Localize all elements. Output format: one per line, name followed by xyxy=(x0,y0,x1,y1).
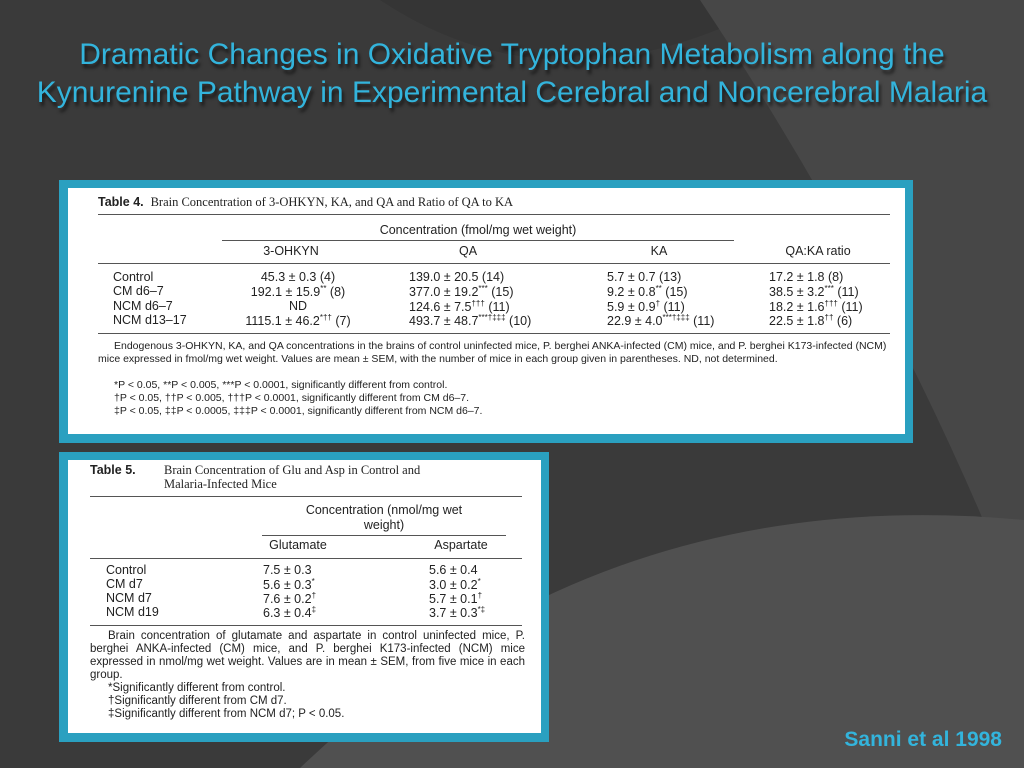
significance-marker: *** xyxy=(478,284,488,294)
table5-label: Table 5. xyxy=(90,463,136,477)
cell-value: 45.3 ± 0.3 xyxy=(260,270,317,284)
cell-value: 377.0 ± 19.2 xyxy=(409,285,479,300)
sample-size: (13) xyxy=(659,270,682,284)
sample-size: (11) xyxy=(663,299,685,314)
table-cell xyxy=(409,284,513,299)
cell-value: 5.6 ± 0.3 xyxy=(263,578,312,593)
table5-footnote: Brain concentration of glutamate and aspartate in control uninfected mice, P. berghei ANKA-infected (CM) mice, and P. berghei K173-infected (NCM) mice expressed in nmol/mg wet weight. Values are in mean ± SEM, from five mice in each group. xyxy=(90,630,525,681)
table-cell xyxy=(208,299,388,313)
cell-value: 3.7 ± 0.3 xyxy=(429,606,478,621)
cell-value: 7.6 ± 0.2 xyxy=(263,592,312,607)
slide-title: Dramatic Changes in Oxidative Tryptophan Metabolism along the Kynurenine Pathway in Experimental Cerebral and Noncerebral Malaria xyxy=(36,38,988,109)
table4-image xyxy=(68,188,905,434)
column-header: 3-OHKYN xyxy=(263,244,319,258)
table5-caption-line2: Malaria-Infected Mice xyxy=(164,477,277,491)
column-header: Glutamate xyxy=(269,538,327,552)
sample-size: (8) xyxy=(828,270,844,284)
table-cell xyxy=(263,577,315,592)
row-label: NCM d19 xyxy=(106,605,159,619)
sample-size: (10) xyxy=(509,314,532,329)
sample-size: (14) xyxy=(481,270,505,284)
cell-value: 18.2 ± 1.6 xyxy=(769,299,825,314)
table5-image xyxy=(68,460,541,733)
table-cell xyxy=(429,605,485,620)
significance-marker: ** xyxy=(655,284,662,294)
table5-group-header: Concentration (nmol/mg wet xyxy=(305,503,463,517)
significance-note: †P < 0.05, ††P < 0.005, †††P < 0.0001, significantly different from CM d6–7. xyxy=(114,392,470,404)
sample-size: (4) xyxy=(319,270,336,284)
row-label: CM d7 xyxy=(106,577,143,591)
sample-size: (6) xyxy=(836,314,853,329)
row-label: NCM d6–7 xyxy=(113,298,173,313)
cell-value: 5.6 ± 0.4 xyxy=(429,563,478,577)
table-cell xyxy=(607,299,685,314)
cell-value: 17.2 ± 1.8 xyxy=(769,270,825,284)
significance-marker: ††† xyxy=(471,298,485,308)
table4-caption: Brain Concentration of 3-OHKYN, KA, and QA and Ratio of QA to KA xyxy=(150,195,514,209)
table-cell xyxy=(607,270,681,284)
table-cell xyxy=(429,563,478,577)
table-cell xyxy=(208,313,388,328)
cell-value: 5.7 ± 0.1 xyxy=(429,592,478,607)
table-cell xyxy=(409,270,504,284)
table-cell xyxy=(429,577,481,592)
cell-value: 493.7 ± 48.7 xyxy=(409,314,479,329)
row-label: NCM d7 xyxy=(106,591,152,605)
cell-value: 1115.1 ± 46.2 xyxy=(245,314,320,329)
significance-marker: ††† xyxy=(824,298,838,308)
cell-value: ND xyxy=(288,298,308,313)
sample-size: (11) xyxy=(837,285,859,300)
row-label: CM d6–7 xyxy=(113,284,164,299)
cell-value: 22.9 ± 4.0 xyxy=(607,314,663,329)
cell-value: 7.5 ± 0.3 xyxy=(263,563,312,577)
significance-note: *Significantly different from control. xyxy=(108,682,286,694)
significance-marker: ** xyxy=(320,284,327,294)
significance-marker: ‡ xyxy=(311,605,317,614)
sample-size: (8) xyxy=(329,285,346,300)
cell-value: 9.2 ± 0.8 xyxy=(607,285,656,300)
table-cell xyxy=(769,284,859,299)
significance-note: ‡Significantly different from NCM d7; P < 0.05. xyxy=(108,708,345,720)
column-header: QA xyxy=(458,244,478,258)
sample-size: (7) xyxy=(335,314,351,329)
table-cell xyxy=(769,299,863,314)
table-cell xyxy=(429,591,482,606)
cell-value: 124.6 ± 7.5 xyxy=(409,299,472,314)
table-cell xyxy=(263,591,316,606)
table4-group-header: Concentration (fmol/mg wet weight) xyxy=(379,223,577,237)
significance-marker: ***†‡‡‡ xyxy=(478,312,506,322)
table-cell xyxy=(607,284,688,299)
significance-marker: * xyxy=(311,577,315,586)
significance-marker: ***†‡‡‡ xyxy=(662,312,690,322)
table4-label: Table 4. xyxy=(98,195,144,209)
sample-size: (15) xyxy=(665,285,688,300)
table4-frame xyxy=(59,180,913,443)
cell-value: 5.9 ± 0.9 xyxy=(607,299,656,314)
column-header: KA xyxy=(650,244,668,258)
row-label: Control xyxy=(106,563,147,577)
significance-marker: † xyxy=(477,591,483,600)
column-header: Aspartate xyxy=(434,538,488,552)
cell-value: 5.7 ± 0.7 xyxy=(607,270,656,284)
significance-note: *P < 0.05, **P < 0.005, ***P < 0.0001, significantly different from control. xyxy=(114,379,448,391)
table-cell xyxy=(263,563,312,577)
significance-marker: *†† xyxy=(319,312,332,322)
table5-group-header-line2: weight) xyxy=(363,518,405,532)
significance-marker: † xyxy=(655,298,661,308)
significance-note: ‡P < 0.05, ‡‡P < 0.0005, ‡‡‡P < 0.0001, significantly different from NCM d6–7. xyxy=(114,405,483,417)
cell-value: 22.5 ± 1.8 xyxy=(769,314,825,329)
cell-value: 192.1 ± 15.9 xyxy=(250,285,321,300)
sample-size: (11) xyxy=(693,314,715,329)
table5-frame xyxy=(59,452,549,742)
column-header: QA:KA ratio xyxy=(785,244,851,258)
citation: Sanni et al 1998 xyxy=(844,728,1002,751)
significance-marker: † xyxy=(311,591,317,600)
significance-marker: *‡ xyxy=(477,605,486,614)
cell-value: 38.5 ± 3.2 xyxy=(769,285,825,300)
cell-value: 3.0 ± 0.2 xyxy=(429,578,478,593)
row-label: Control xyxy=(113,270,154,284)
table-cell xyxy=(769,313,852,328)
table-cell xyxy=(263,605,316,620)
table-cell xyxy=(409,313,531,328)
sample-size: (15) xyxy=(491,285,514,300)
table-cell xyxy=(607,313,714,328)
sample-size: (11) xyxy=(841,299,863,314)
cell-value: 6.3 ± 0.4 xyxy=(263,606,312,621)
table-cell xyxy=(208,270,388,284)
sample-size: (11) xyxy=(488,299,510,314)
table4-footnote: Endogenous 3-OHKYN, KA, and QA concentrations in the brains of control uninfected mice, P. berghei ANKA-infected (CM) mice, and P. berghei K173-infected (NCM) mice expressed in fmol/mg wet weight. Values are mean ± SEM, with the number of mice in each group given in parentheses. ND, not determined. xyxy=(98,340,887,365)
significance-marker: *** xyxy=(824,284,834,294)
table-cell xyxy=(208,284,388,299)
significance-marker: * xyxy=(477,577,481,586)
table-cell xyxy=(409,299,510,314)
row-label: NCM d13–17 xyxy=(113,312,187,327)
significance-note: †Significantly different from CM d7. xyxy=(108,695,287,707)
table-cell xyxy=(769,270,843,284)
cell-value: 139.0 ± 20.5 xyxy=(409,270,479,284)
table5-caption: Brain Concentration of Glu and Asp in Control and xyxy=(164,463,421,477)
significance-marker: †† xyxy=(824,312,834,322)
